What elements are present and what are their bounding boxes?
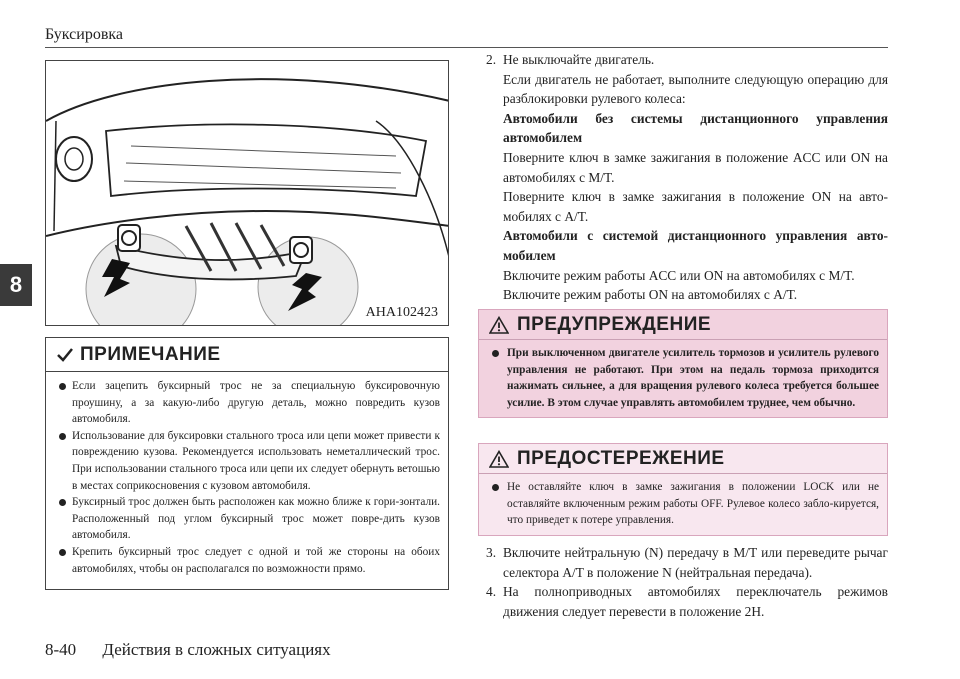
caution-title: ПРЕДОСТЕРЕЖЕНИЕ — [517, 447, 725, 469]
caution-list — [479, 474, 887, 535]
step-2 — [486, 50, 888, 70]
warning-list — [479, 340, 887, 417]
page-number: 8-40 — [45, 640, 77, 659]
warning-header — [479, 310, 887, 340]
note-item: Использование для буксировки стального троса или цепи может привести к повреждению кузова. Рекомендуется использовать неметаллический трос. При использовании стального троса или цепи их следует обернуть ветошью в местах соприкосновения с кузовом автомобиля. — [58, 428, 440, 494]
step-2-para: Включите режим работы ACC или ON на автомобилях с M/T. — [503, 267, 855, 283]
step-4 — [486, 582, 888, 621]
step-2-para: Поверните ключ в замке зажигания в положение ACC или ON на автомобилях с M/T. — [503, 149, 888, 185]
step-number: 3. — [486, 545, 497, 560]
step-2-heading-no-remote: Автомобили без системы дистанционного управления автомобилем — [503, 110, 888, 146]
warning-item: При выключенном двигателе усилитель тормозов и усилитель рулевого управления не работают. При этом на педаль тормоза приходится нажимать сильнее, а для вращения рулевого колеса требуется большее усилие. В этом случае управлять автомобилем труднее, чем обычно. — [491, 345, 879, 411]
caution-triangle-icon — [489, 450, 509, 468]
step-3 — [486, 543, 888, 582]
warning-triangle-icon — [489, 316, 509, 334]
caution-header — [479, 444, 887, 474]
step-text: На полноприводных автомобилях переключатель режимов движения следует перевести в положение 2H. — [503, 584, 888, 619]
caution-box — [478, 443, 888, 536]
towing-eye-illustration — [45, 60, 449, 326]
note-item: Буксирный трос должен быть расположен как можно ближе к гори-зонтали. Расположенный под углом буксирный трос может повре-дить кузов автомобиля. — [58, 494, 440, 544]
step-number: 4. — [486, 584, 497, 600]
note-box — [45, 337, 449, 590]
step-number: 2. — [486, 52, 497, 67]
step-2-block — [486, 50, 888, 305]
figure-code: AHA102423 — [365, 305, 438, 320]
chapter-number: 8 — [9, 272, 23, 297]
step-2-intro: Если двигатель не работает, выполните следующую операцию для разблокировки рулевого колеса: — [503, 71, 888, 107]
page-footer — [45, 640, 331, 660]
section-title: Действия в сложных ситуациях — [102, 640, 331, 659]
note-list — [46, 372, 448, 577]
checkmark-icon — [56, 346, 74, 364]
note-title: ПРИМЕЧАНИЕ — [80, 343, 221, 365]
step-text: Не выключайте двигатель. — [503, 52, 655, 67]
step-2-heading-remote: Автомобили с системой дистанционного управления авто-мобилем — [503, 228, 888, 263]
steps-3-4-block — [486, 543, 888, 621]
page-header-title: Буксировка — [45, 26, 124, 43]
step-2-para: Включите режим работы ON на автомобилях с A/T. — [503, 287, 798, 303]
note-item: Если зацепить буксирный трос не за специальную буксировочную проушину, а за какую-либо другую деталь, можно повредить кузов автомобиля. — [58, 378, 440, 428]
header-divider — [45, 47, 888, 48]
caution-item: Не оставляйте ключ в замке зажигания в положении LOCK или не оставляйте включенным режим работы OFF. Рулевое колесо забло-кируется, что приведет к потере управления. — [491, 479, 879, 529]
note-header — [46, 338, 448, 372]
step-2-para: Поверните ключ в замке зажигания в положение ON на авто-мобилях с A/T. — [503, 189, 888, 224]
note-item: Крепить буксирный трос следует с одной и той же стороны на обоих автомобилях, чтобы он располагался по возможности прямо. — [58, 544, 440, 577]
chapter-tab — [0, 264, 32, 306]
warning-title: ПРЕДУПРЕЖДЕНИЕ — [517, 313, 712, 335]
warning-box — [478, 309, 888, 418]
step-text: Включите нейтральную (N) передачу в M/T или переведите рычаг селектора A/T в положение N (нейтральная передача). — [503, 545, 888, 580]
vehicle-front-drawing — [46, 61, 449, 326]
